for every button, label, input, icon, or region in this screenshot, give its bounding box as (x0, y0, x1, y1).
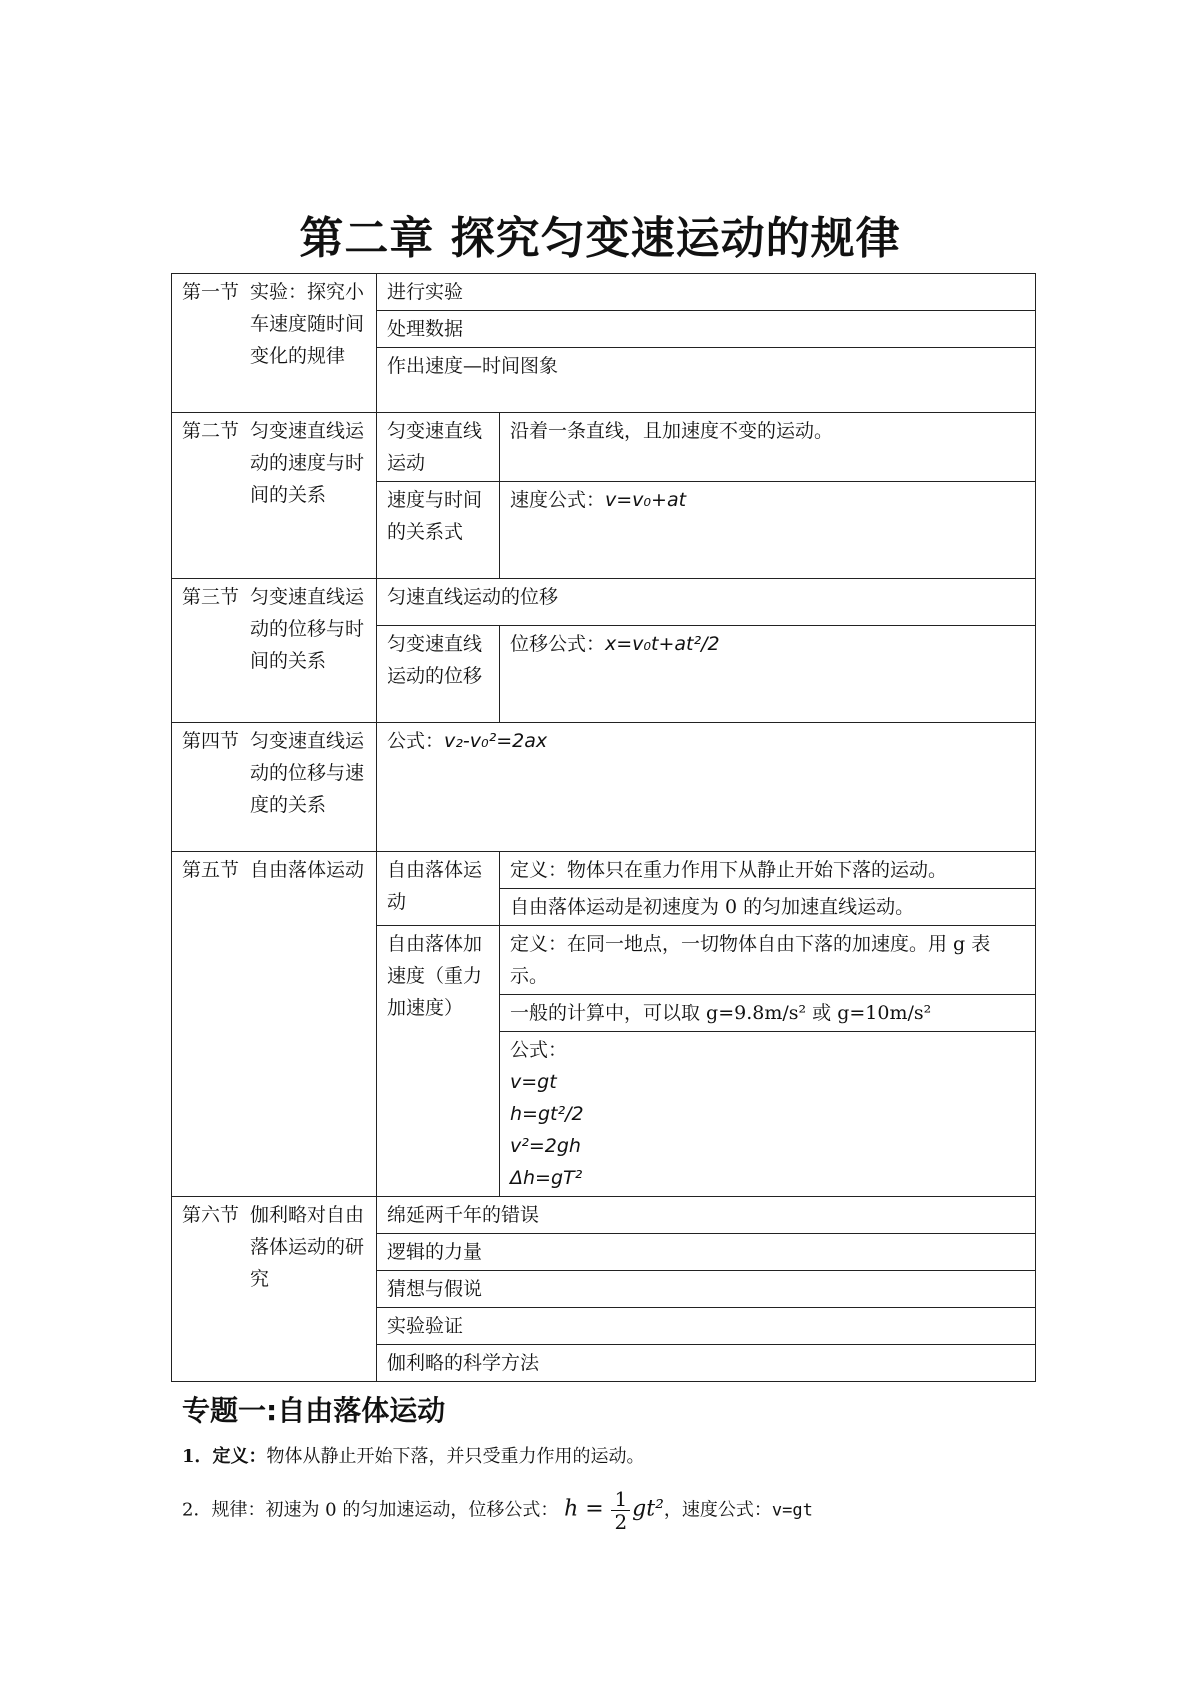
subsection-label: 匀变速直线运动 (377, 413, 500, 482)
section-number: 第三节 (182, 586, 240, 608)
definition-text: 物体从静止开始下落，并只受重力作用的运动。 (266, 1446, 645, 1467)
h-equals: h = (564, 1496, 604, 1522)
formula-line: v=gt (510, 1071, 557, 1093)
formula-cell (500, 1032, 1036, 1197)
table-cell: 伽利略的科学方法 (377, 1345, 1036, 1382)
table-cell (377, 723, 1036, 852)
table-cell: 沿着一条直线，且加速度不变的运动。 (500, 413, 1036, 482)
table-row (172, 274, 1036, 311)
section-title: 匀变速直线运动的位移与时间的关系 (250, 586, 365, 672)
section-title: 匀变速直线运动的速度与时间的关系 (250, 420, 365, 506)
section-number: 第一节 (182, 281, 240, 303)
section-number: 第四节 (182, 730, 240, 752)
law-text: 初速为 0 的匀加速运动，位移公式： (265, 1499, 559, 1521)
table-cell: 处理数据 (377, 311, 1036, 348)
velocity-formula: v=v₀+at (605, 489, 687, 511)
law-paragraph (182, 1488, 813, 1533)
topic-heading: 专题一:自由落体运动 (182, 1394, 446, 1427)
table-cell (500, 626, 1036, 723)
table-cell: 自由落体运动是初速度为 0 的匀加速直线运动。 (500, 889, 1036, 926)
fraction-denominator: 2 (614, 1510, 628, 1534)
law-label: 2．规律： (182, 1499, 266, 1521)
table-row (172, 852, 1036, 889)
table-row (172, 413, 1036, 482)
section-number: 第五节 (182, 859, 240, 881)
section-number: 第六节 (182, 1204, 240, 1226)
table-row (172, 723, 1036, 852)
law-tail: ，速度公式： (663, 1499, 772, 1521)
velocity-formula-inline: v=gt (771, 1500, 813, 1521)
table-cell: 一般的计算中，可以取 g=9.8m/s² 或 g=10m/s² (500, 995, 1036, 1032)
subsection-label: 匀变速直线运动的位移 (377, 626, 500, 723)
subsection-label: 自由落体加速度（重力加速度） (377, 926, 500, 1197)
section-title: 自由落体运动 (250, 859, 365, 881)
table-row (172, 1197, 1036, 1234)
table-cell: 实验验证 (377, 1308, 1036, 1345)
section-cell (172, 1197, 377, 1382)
section-title: 匀变速直线运动的位移与速度的关系 (250, 730, 365, 816)
subsection-label: 速度与时间的关系式 (377, 482, 500, 579)
table-cell: 逻辑的力量 (377, 1234, 1036, 1271)
section-cell (172, 413, 377, 579)
table-cell: 定义：在同一地点，一切物体自由下落的加速度。用 g 表示。 (500, 926, 1036, 995)
formula-label: 速度公式： (510, 489, 606, 511)
section-title: 实验：探究小车速度随时间变化的规律 (250, 281, 365, 367)
section-number: 第二节 (182, 420, 240, 442)
velocity-displacement-formula: v₂-v₀²=2ax (444, 730, 548, 752)
table-cell: 定义：物体只在重力作用下从静止开始下落的运动。 (500, 852, 1036, 889)
table-cell: 猜想与假说 (377, 1271, 1036, 1308)
gt-squared: gt² (632, 1496, 664, 1522)
formula-label: 位移公式： (510, 633, 606, 655)
definition-label: 1．定义： (182, 1446, 267, 1467)
section-cell (172, 852, 377, 1197)
fraction-numerator: 1 (611, 1488, 630, 1511)
section-cell (172, 274, 377, 413)
table-cell (500, 482, 1036, 579)
one-half-fraction (611, 1488, 630, 1533)
section-cell (172, 723, 377, 852)
table-cell: 绵延两千年的错误 (377, 1197, 1036, 1234)
displacement-formula: x=v₀t+at²/2 (605, 633, 720, 655)
subsection-label: 自由落体运动 (377, 852, 500, 926)
formula-line: v²=2gh (510, 1135, 581, 1157)
formula-label: 公式： (510, 1039, 568, 1061)
table-cell: 匀速直线运动的位移 (377, 579, 1036, 626)
chapter-table (171, 273, 1036, 1382)
page-title: 第二章 探究匀变速运动的规律 (299, 213, 901, 264)
definition-paragraph (182, 1443, 645, 1471)
formula-line: Δh=gT² (510, 1167, 583, 1189)
table-cell: 作出速度—时间图象 (377, 348, 1036, 413)
formula-line: h=gt²/2 (510, 1103, 584, 1125)
formula-label: 公式： (387, 730, 445, 752)
section-cell (172, 579, 377, 723)
table-row (172, 579, 1036, 626)
table-cell: 进行实验 (377, 274, 1036, 311)
section-title: 伽利略对自由落体运动的研究 (250, 1204, 365, 1290)
